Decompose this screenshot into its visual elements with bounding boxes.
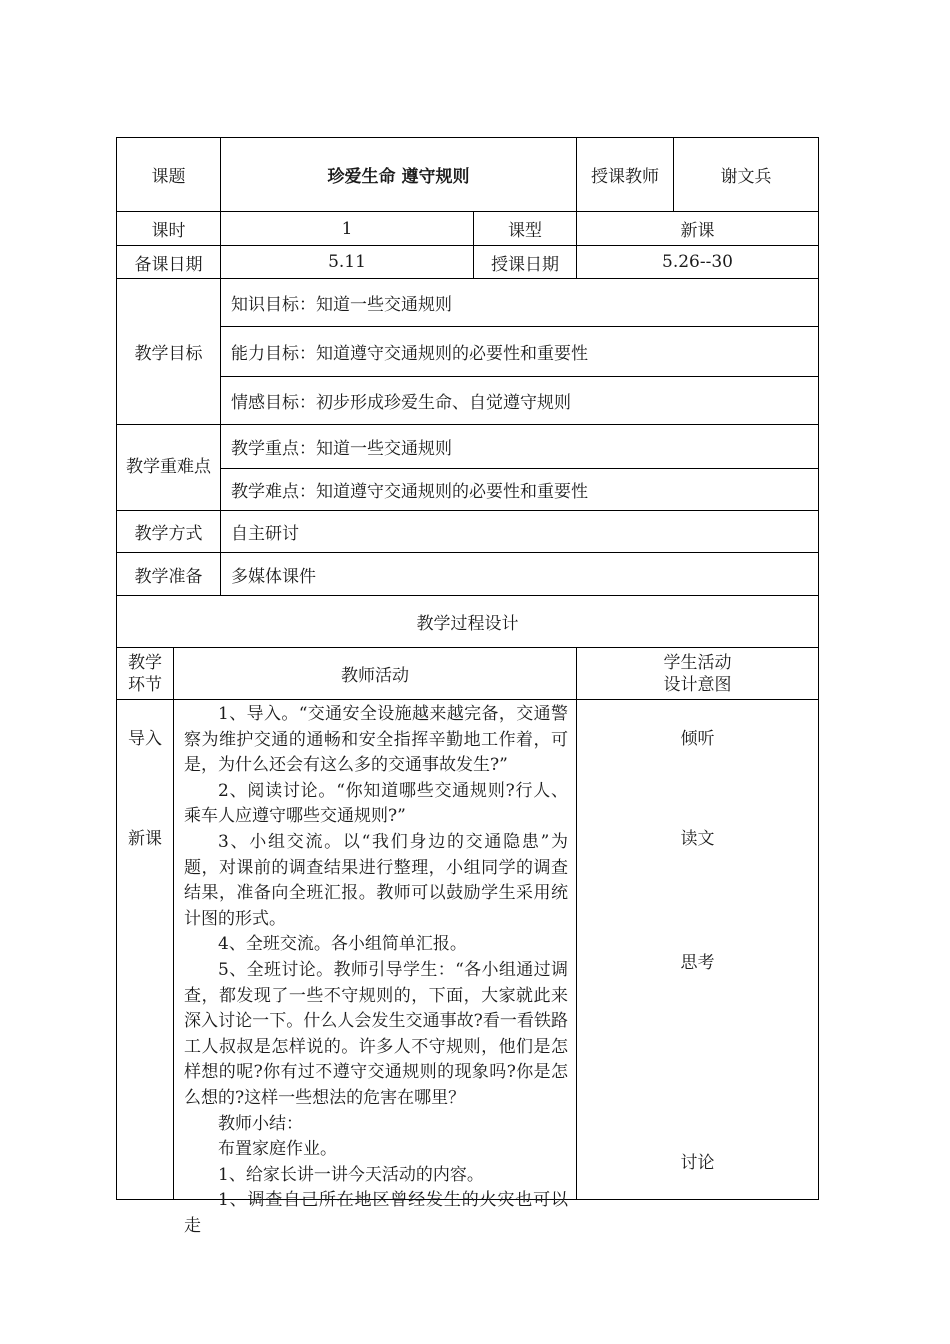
prep-value: 多媒体课件: [221, 553, 819, 596]
teacher-summary: 教师小结：: [218, 1113, 303, 1134]
method-value: 自主研讨: [221, 511, 819, 553]
process-title: 教学过程设计: [117, 596, 819, 648]
teacher-paragraph: 1、给家长讲一讲今天活动的内容。: [218, 1164, 484, 1185]
teacher-paragraph: 5、全班讨论。教师引导学生：“各小组通过调查，都发现了一些不守规则的，下面，大家就此来深入讨论一下。什么人会发生交通事故?看一看铁路工人叔叔是怎样说的。许多人不守规则，他们是怎样想的呢?你有过不遵守交通规则的现象吗?你是怎么想的?这样一些想法的危害在哪里？: [184, 959, 569, 1108]
prep-date-value: 5.11: [221, 246, 474, 279]
lesson-plan-sheet: [116, 137, 818, 1236]
student-column-header-line1: 学生活动: [663, 652, 732, 673]
student-column-header: [577, 648, 819, 700]
type-value: 新课: [577, 212, 819, 246]
student-activity-cell: [577, 700, 819, 1200]
stage-intro: 导入: [128, 729, 162, 749]
type-label: 课型: [474, 212, 577, 246]
key-focus: 教学重点：知道一些交通规则: [221, 425, 819, 469]
lesson-plan-table: [116, 137, 819, 1236]
key-difficulty: 教学难点：知道遵守交通规则的必要性和重要性: [221, 469, 819, 511]
teacher-label: 授课教师: [577, 138, 674, 212]
period-label: 课时: [117, 212, 221, 246]
topic-label: 课题: [117, 138, 221, 212]
teacher-activity-text: [174, 700, 576, 1236]
student-activity-read: 读文: [680, 829, 715, 849]
teacher-paragraph: 2、阅读讨论。“你知道哪些交通规则?行人、乘车人应遵守哪些交通规则?”: [184, 780, 569, 827]
teacher-name: 谢文兵: [674, 138, 819, 212]
goal-ability: 能力目标：知道遵守交通规则的必要性和重要性: [221, 327, 819, 377]
teach-date-label: 授课日期: [474, 246, 577, 279]
teacher-activity-cell: [174, 700, 577, 1236]
teacher-paragraph: 1、导入。“交通安全设施越来越完备，交通警察为维护交通的通畅和安全指挥辛勤地工作着，可是，为什么还会有这么多的交通事故发生?”: [184, 704, 569, 776]
teacher-paragraph: 3、小组交流。以“我们身边的交通隐患”为题，对课前的调查结果进行整理，小组同学的调查结果，准备向全班汇报。教师可以鼓励学生采用统计图的形式。: [184, 831, 569, 929]
teacher-paragraph: 4、全班交流。各小组简单汇报。: [218, 934, 467, 955]
teacher-homework: 布置家庭作业。: [218, 1139, 337, 1160]
teach-date-value: 5.26--30: [577, 246, 819, 279]
student-column-header-line2: 设计意图: [663, 674, 732, 695]
topic-value: 珍爱生命 遵守规则: [221, 138, 577, 212]
teacher-column-header: 教师活动: [174, 648, 577, 700]
prep-date-label: 备课日期: [117, 246, 221, 279]
student-activity-listen: 倾听: [680, 729, 715, 749]
stage-new-lesson: 新课: [128, 829, 162, 849]
stage-column-header: 教学环节: [117, 648, 174, 700]
student-activity-discuss: 讨论: [680, 1153, 715, 1173]
method-label: 教学方式: [117, 511, 221, 553]
key-points-label: 教学重难点: [117, 425, 221, 511]
goals-label: 教学目标: [117, 279, 221, 425]
stage-cell: [117, 700, 174, 1200]
period-value: 1: [221, 212, 474, 246]
teacher-paragraph: 1、调查自己所在地区曾经发生的火灾也可以走: [184, 1190, 569, 1236]
goal-knowledge: 知识目标：知道一些交通规则: [221, 279, 819, 327]
prep-label: 教学准备: [117, 553, 221, 596]
student-activity-think: 思考: [680, 953, 715, 973]
goal-emotion: 情感目标：初步形成珍爱生命、自觉遵守规则: [221, 377, 819, 425]
